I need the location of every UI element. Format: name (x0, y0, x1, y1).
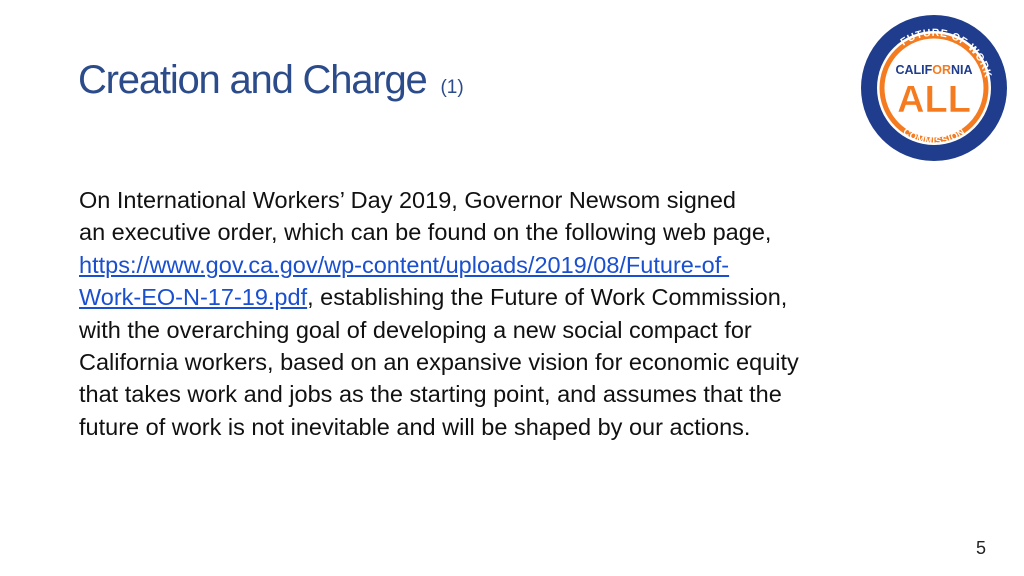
body-line: that takes work and jobs as the starting point, and assumes that the (79, 381, 782, 408)
executive-order-link-continued[interactable]: Work-EO-N-17-19.pdf (79, 284, 308, 311)
logo-state-name: CALIFORNIA (895, 63, 973, 77)
logo-bottom-text: COMMISSION (900, 126, 968, 148)
slide-title (78, 58, 464, 103)
page-number: 5 (976, 538, 987, 558)
body-line (79, 281, 959, 313)
body-line: future of work is not inevitable and will be shaped by our actions. (79, 413, 751, 440)
executive-order-link[interactable]: https://www.gov.ca.gov/wp-content/uploads/2019/08/Future-of- (79, 251, 730, 278)
body-line (79, 249, 959, 281)
body-line: California workers, based on an expansive vision for economic equity (79, 349, 799, 376)
body-line: On International Workers’ Day 2019, Governor Newsom signed (79, 187, 737, 213)
title-text: Creation and Charge (78, 58, 427, 102)
body-paragraph (79, 184, 959, 443)
california-all-logo (860, 14, 1008, 162)
logo-all-text: ALL (897, 79, 971, 121)
logo-top-text: FUTURE OF WORK (898, 26, 994, 80)
title-number: (1) (440, 77, 464, 98)
body-line: an executive order, which can be found on the following web page, (79, 219, 772, 246)
body-text: , establishing the Future of Work Commission, (307, 284, 788, 311)
body-line: with the overarching goal of developing a new social compact for (79, 316, 752, 343)
